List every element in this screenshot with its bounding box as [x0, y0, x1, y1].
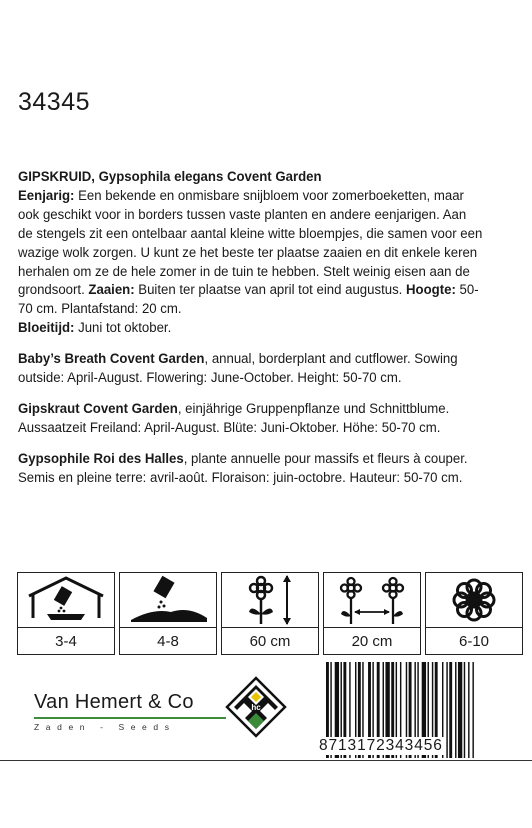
flowering-icon — [426, 573, 522, 628]
plant-spacing-icon — [324, 573, 420, 628]
tile-label: 3-4 — [55, 633, 77, 650]
bloom-label: Bloeitijd: — [18, 320, 75, 337]
height-text: 50-70 cm. Plantafstand: 20 cm. — [18, 282, 479, 318]
sow-label: Zaaien: — [88, 282, 135, 299]
tile-label: 20 cm — [351, 633, 393, 650]
barcode-bar — [468, 662, 469, 758]
barcode-bar — [458, 662, 462, 758]
english-text: , annual, borderplant and cutflower. Sowing outside: April-August. Flowering: June-October. Height: 50-70 cm. — [18, 351, 458, 387]
barcode-bar — [472, 662, 473, 758]
brand-tagline: Zaden - Seeds — [34, 722, 176, 732]
sow-indoor-icon — [18, 573, 114, 628]
french-name: Gypsophile Roi des Halles — [18, 450, 184, 467]
english-name: Baby’s Breath Covent Garden — [18, 351, 205, 368]
article-number: 34345 — [18, 88, 91, 116]
tile-label: 6-10 — [458, 633, 490, 650]
height-label: Hoogte: — [406, 282, 456, 299]
german-text: , einjährige Gruppenpflanze und Schnittblume. Aussaatzeit Freiland: April-August. Blüte: Juni-Oktober. Höhe: 50-70 cm. — [18, 400, 450, 436]
barcode-bar — [449, 662, 452, 758]
sowing-indoor-tile — [17, 572, 115, 655]
tile-label: 4-8 — [157, 633, 179, 650]
french-text: , plante annuelle pour massifs et fleurs à couper. Semis en pleine terre: avril-août. Floraison: juin-octobre. Hauteur: 50-70 cm. — [18, 450, 468, 486]
brand-underline — [34, 717, 226, 719]
sowing-outdoor-tile — [119, 572, 217, 655]
barcode-bar — [446, 662, 447, 758]
flowering-tile — [425, 572, 523, 655]
dutch-lead: Eenjarig: — [18, 187, 75, 204]
tile-label: 60 cm — [249, 633, 291, 650]
dutch-body: Een bekende en onmisbare snijbloem voor zomerboeketten, maar ook geschikt voor in borders tussen vaste planten en andere eenjarigen. Aan de stengels zit een ontelbaar aantal kleine witte bloempjes, die samen voor een wazige wolk zorgen. U kunt ze het beste ter plaatse zaaien en dit enkele keren herhalen om ze de hele zomer in de tuin te hebben. Stelt weinig eisen aan de grondsoort. — [18, 187, 483, 299]
description — [18, 168, 483, 500]
sow-outdoor-icon — [120, 573, 216, 628]
bottom-divider — [0, 760, 532, 761]
german-description — [18, 400, 483, 438]
bloom-text: Juni tot oktober. — [74, 320, 172, 337]
plant-height-icon — [222, 573, 318, 628]
barcode-bar — [464, 662, 465, 758]
svg-text:hc: hc — [251, 703, 261, 712]
plant-spacing-tile — [323, 572, 421, 655]
growing-icons — [17, 572, 525, 655]
brand-logo — [20, 680, 218, 730]
barcode-number: 8713172343456 — [319, 737, 443, 754]
brand-name: Van Hemert & Co — [34, 691, 194, 713]
english-description — [18, 350, 483, 388]
french-description — [18, 450, 483, 488]
plant-height-tile — [221, 572, 319, 655]
dutch-description — [18, 168, 483, 338]
barcode-bar — [455, 662, 456, 758]
german-name: Gipskraut Covent Garden — [18, 400, 178, 417]
dutch-title: GIPSKRUID, Gypsophila elegans Covent Garden — [18, 169, 322, 185]
brand-emblem-icon — [224, 675, 288, 739]
sow-text: Buiten ter plaatse van april tot eind augustus. — [134, 282, 407, 299]
